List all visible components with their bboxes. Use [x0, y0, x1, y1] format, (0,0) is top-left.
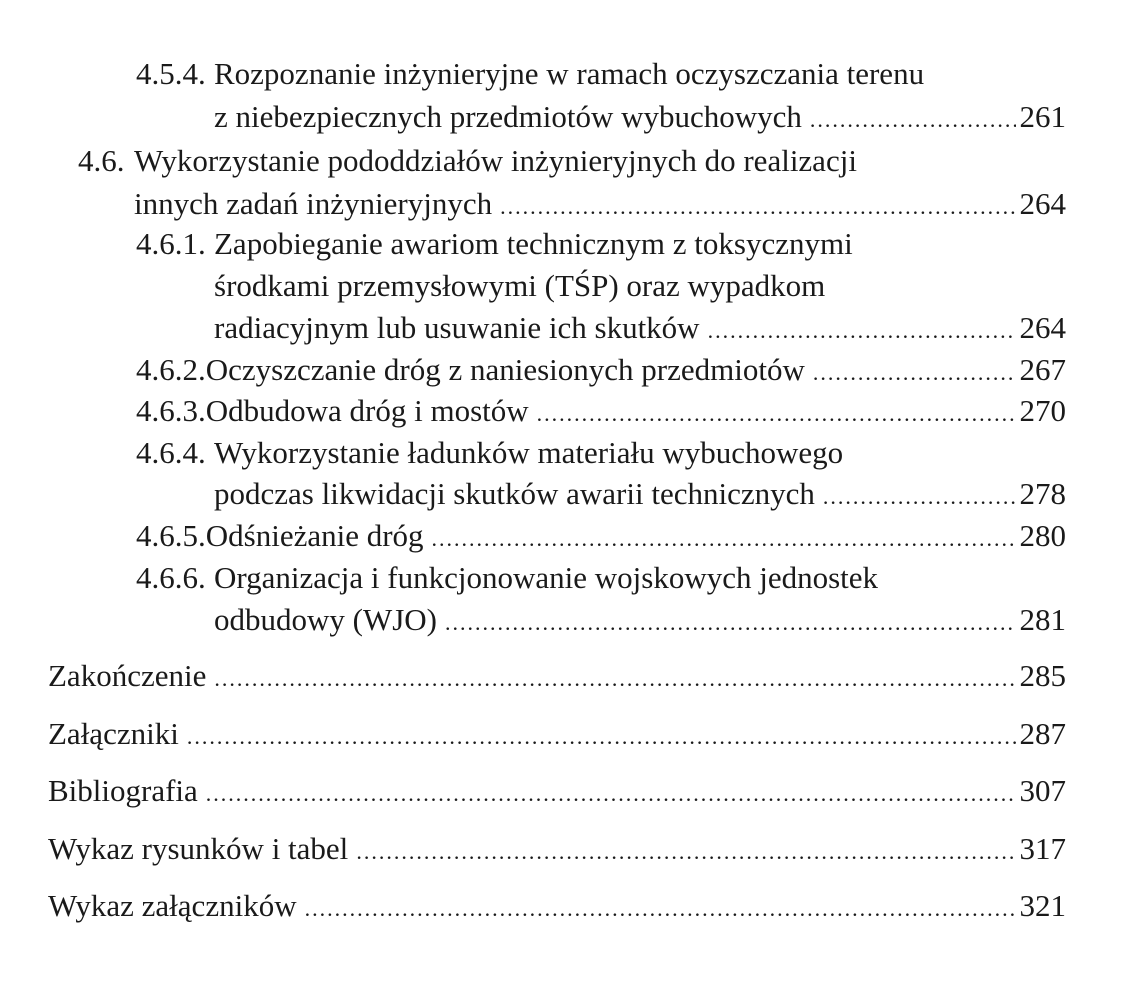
toc-page-number: 317 [1019, 831, 1066, 866]
dot-leader [708, 311, 1016, 351]
toc-entry-4-6-6-line1 [136, 558, 878, 598]
dot-leader [214, 659, 1015, 699]
toc-entry-title: Zakończenie [48, 658, 207, 693]
toc-entry-4-6-2[interactable] [136, 350, 1066, 390]
toc-entry-title: Oczyszczanie dróg z naniesionych przedmiotów [205, 352, 805, 387]
toc-entry-number: 4.6.2. [136, 352, 206, 387]
toc-entry-title: Wykorzystanie ładunków materiału wybuchowego [214, 435, 844, 470]
toc-entry-4-6-line1 [78, 141, 857, 181]
toc-entry-4-6[interactable] [134, 184, 1066, 224]
toc-entry-title: Wykaz rysunków i tabel [48, 831, 349, 866]
dot-leader [810, 100, 1016, 140]
toc-entry-wykaz-rysunkow[interactable] [48, 829, 1066, 869]
toc-entry-4-5-4[interactable] [214, 97, 1066, 137]
toc-entry-title: Organizacja i funkcjonowanie wojskowych jednostek [214, 560, 879, 595]
toc-entry-title: odbudowy (WJO) [214, 602, 437, 637]
toc-entry-4-6-1[interactable] [214, 308, 1066, 348]
toc-entry-4-6-4[interactable] [214, 474, 1066, 514]
toc-entry-number: 4.6. [78, 143, 125, 178]
toc-page-number: 287 [1019, 716, 1066, 751]
toc-entry-number: 4.6.5. [136, 518, 206, 553]
toc-entry-zakonczenie[interactable] [48, 656, 1066, 696]
toc-entry-number: 4.6.1. [136, 226, 206, 261]
toc-entry-number: 4.6.4. [136, 435, 206, 470]
dot-leader [823, 477, 1016, 517]
toc-entry-4-6-1-line2 [214, 266, 825, 306]
toc-entry-title: Zapobieganie awariom technicznym z toksycznymi [214, 226, 853, 261]
toc-page-number: 261 [1019, 99, 1066, 134]
dot-leader [187, 717, 1016, 757]
toc-page-number: 270 [1019, 393, 1066, 428]
toc-entry-title: Odśnieżanie dróg [205, 518, 424, 553]
toc-entry-title: środkami przemysłowymi (TŚP) oraz wypadkom [214, 268, 826, 303]
toc-entry-title: Załączniki [48, 716, 179, 751]
toc-entry-title: radiacyjnym lub usuwanie ich skutków [214, 310, 700, 345]
toc-entry-4-6-1-line1 [136, 224, 853, 264]
toc-page-number: 264 [1019, 310, 1066, 345]
dot-leader [206, 774, 1016, 814]
toc-entry-4-6-6[interactable] [214, 600, 1066, 640]
toc-page-number: 285 [1019, 658, 1066, 693]
toc-entry-zalaczniki[interactable] [48, 714, 1066, 754]
toc-page-number: 264 [1019, 186, 1066, 221]
toc-entry-number: 4.6.3. [136, 393, 206, 428]
toc-entry-wykaz-zalacznikow[interactable] [48, 886, 1066, 926]
toc-entry-title: Wykorzystanie pododdziałów inżynieryjnych do realizacji [134, 143, 857, 178]
toc-entry-title: Wykaz załączników [48, 888, 297, 923]
dot-leader [537, 394, 1016, 434]
toc-entry-bibliografia[interactable] [48, 771, 1066, 811]
toc-page-number: 321 [1019, 888, 1066, 923]
toc-page-number: 307 [1019, 773, 1066, 808]
toc-entry-title: podczas likwidacji skutków awarii technicznych [214, 476, 815, 511]
toc-entry-4-6-3[interactable] [136, 391, 1066, 431]
toc-page-number: 281 [1019, 602, 1066, 637]
toc-entry-4-6-5[interactable] [136, 516, 1066, 556]
toc-entry-title: innych zadań inżynieryjnych [134, 186, 493, 221]
toc-entry-4-6-4-line1 [136, 433, 843, 473]
dot-leader [356, 832, 1015, 872]
toc-entry-title: Odbudowa dróg i mostów [205, 393, 529, 428]
dot-leader [305, 889, 1016, 929]
toc-page-number: 278 [1019, 476, 1066, 511]
toc-entry-title: Bibliografia [48, 773, 198, 808]
dot-leader [445, 603, 1016, 643]
toc-entry-number: 4.6.6. [136, 560, 206, 595]
toc-entry-title: Rozpoznanie inżynieryjne w ramach oczyszczania terenu [214, 56, 925, 91]
toc-page-number: 280 [1019, 518, 1066, 553]
dot-leader [500, 187, 1015, 227]
toc-entry-4-5-4-line1 [136, 54, 924, 94]
dot-leader [813, 353, 1016, 393]
toc-entry-number: 4.5.4. [136, 56, 206, 91]
toc-entry-title: z niebezpiecznych przedmiotów wybuchowych [214, 99, 802, 134]
toc-page-number: 267 [1019, 352, 1066, 387]
dot-leader [432, 519, 1016, 559]
